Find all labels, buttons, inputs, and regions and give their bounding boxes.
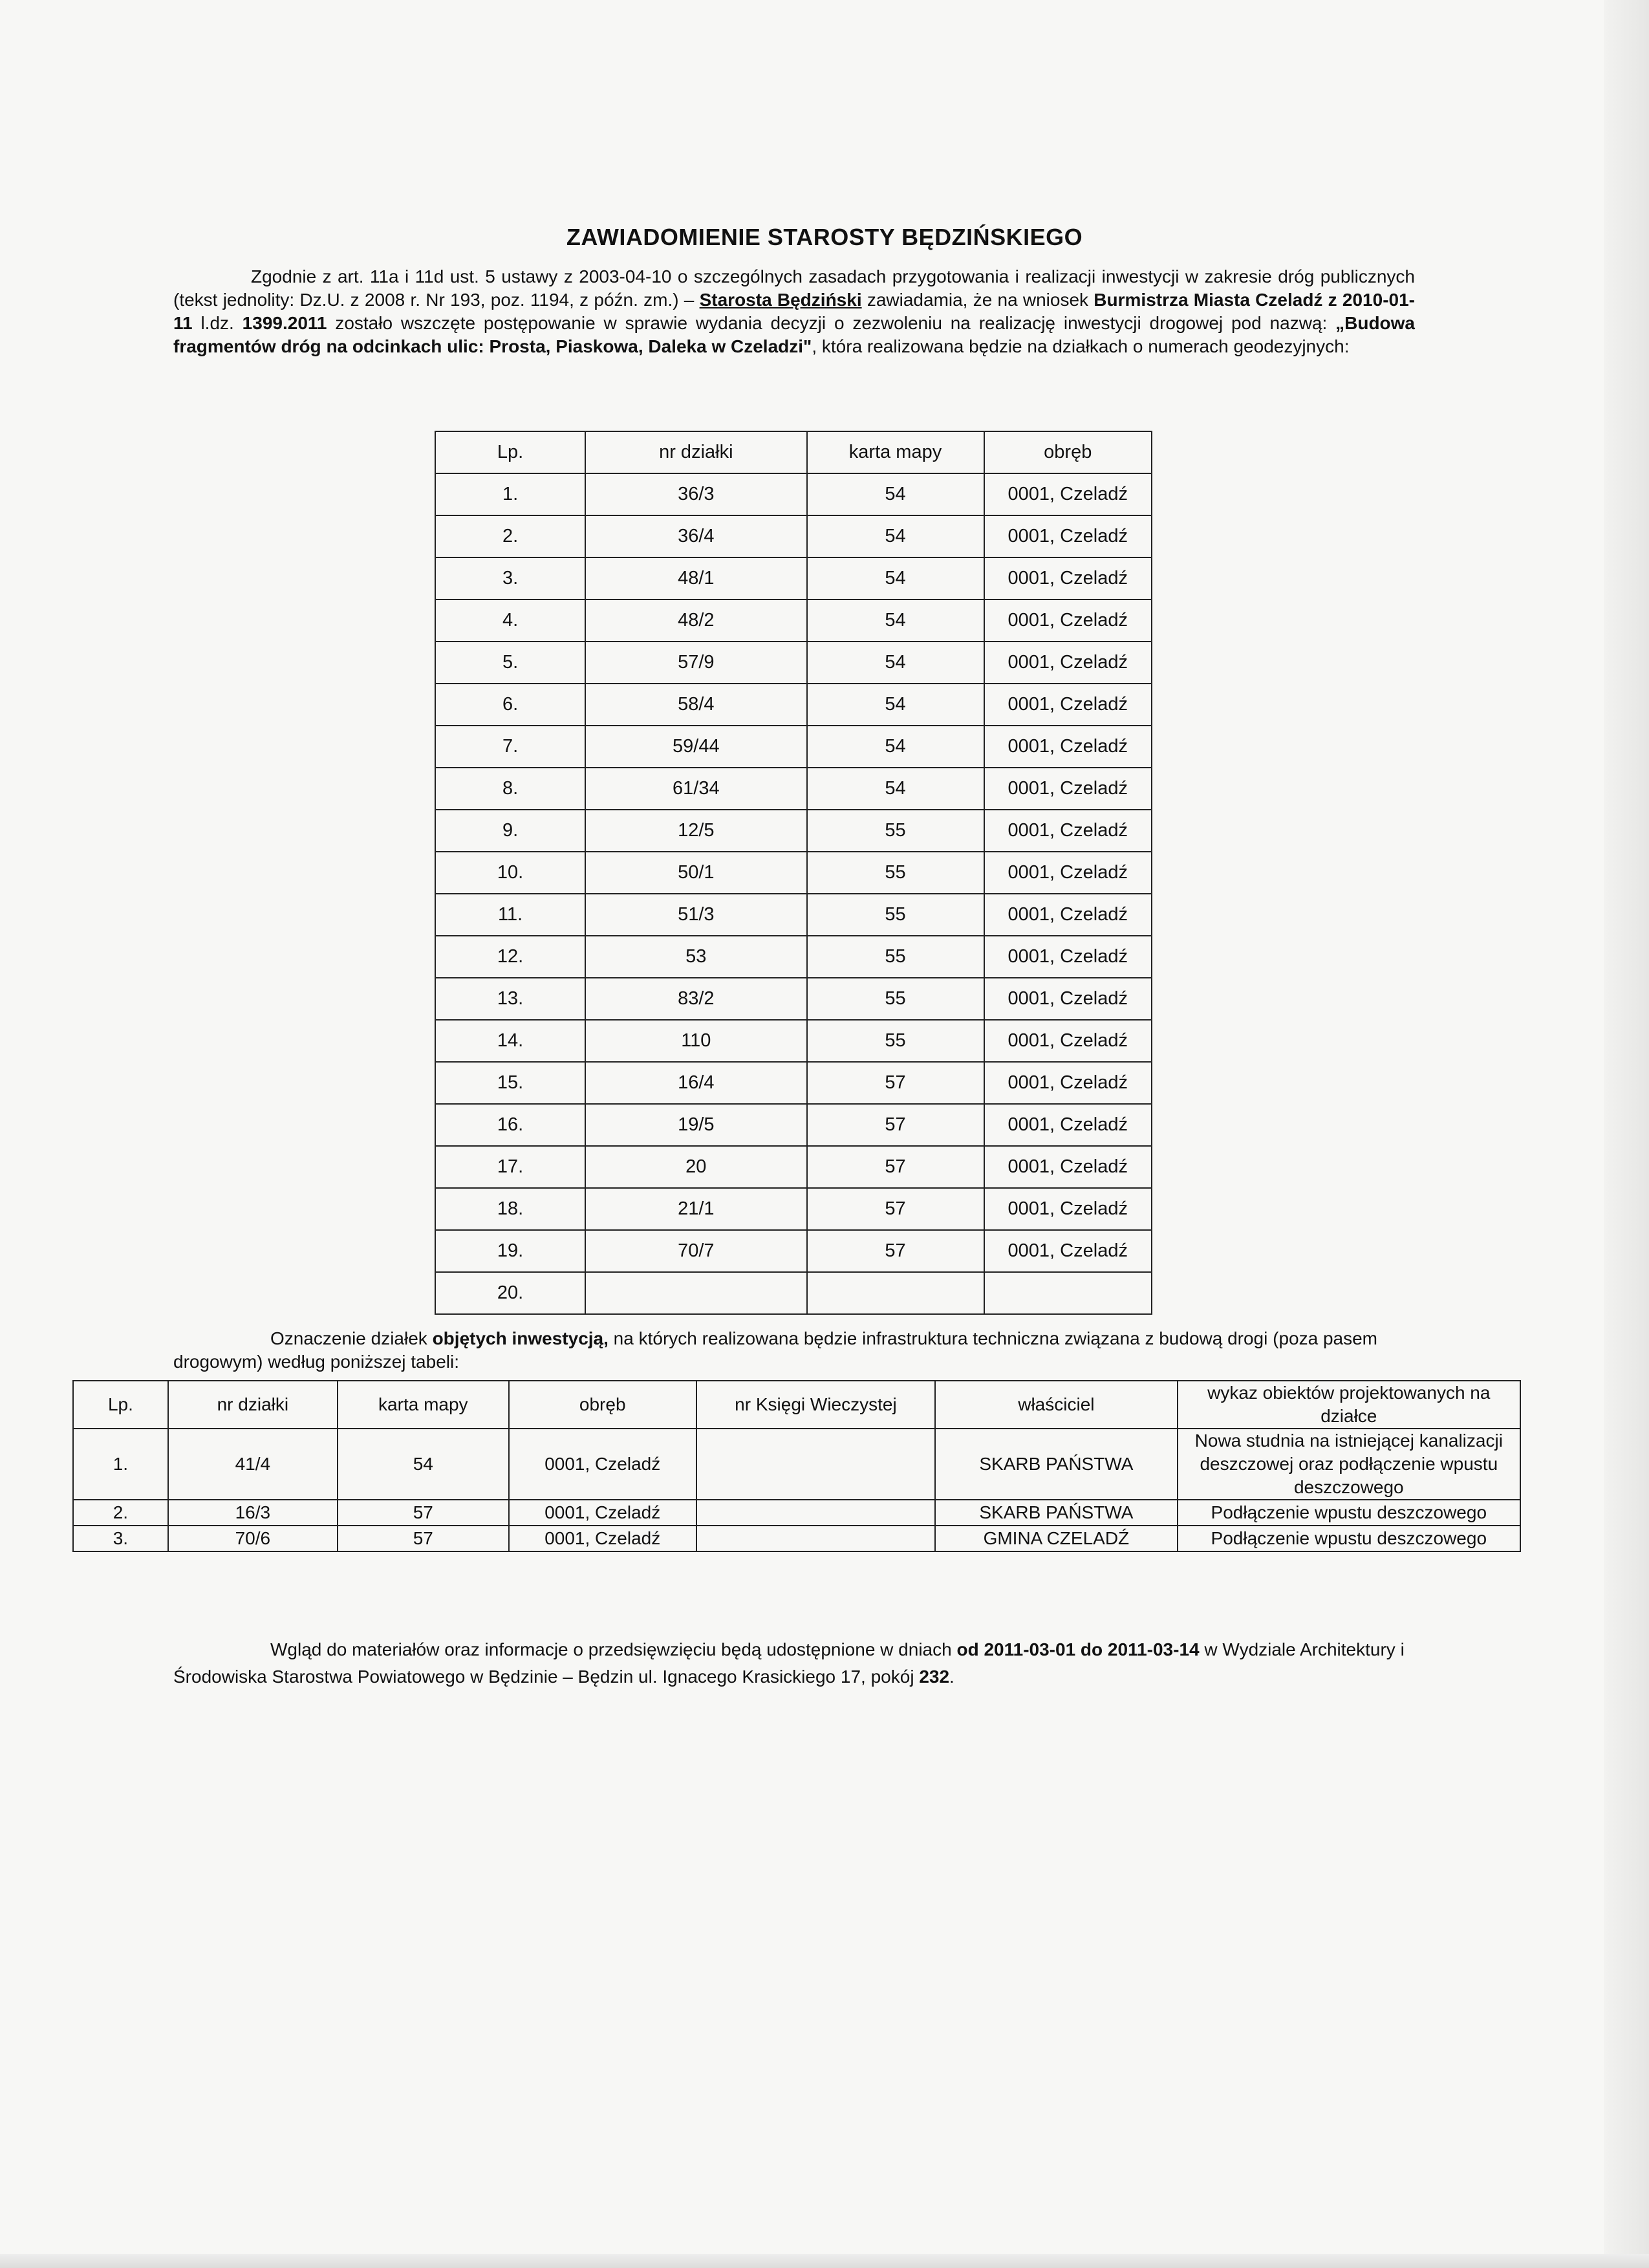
cell-planned-objects: Podłączenie wpustu deszczowego [1178, 1500, 1520, 1526]
cell-map-sheet: 57 [338, 1526, 509, 1551]
cell-lp: 1. [73, 1429, 168, 1500]
header-planned-objects: wykaz obiektów projektowanych na działce [1178, 1381, 1520, 1429]
cell-map-sheet: 55 [807, 810, 984, 852]
header-parcel-number: nr działki [585, 431, 806, 473]
table-row [435, 1188, 1152, 1230]
cell-lp: 20. [435, 1272, 585, 1314]
cell-lp: 2. [73, 1500, 168, 1526]
cell-precinct: 0001, Czeladź [984, 768, 1152, 810]
infrastructure-text [173, 1327, 1415, 1374]
cell-owner: SKARB PAŃSTWA [935, 1500, 1177, 1526]
cell-parcel-number: 16/4 [585, 1062, 806, 1104]
infrastructure-paragraph [173, 1327, 1415, 1374]
cell-precinct: 0001, Czeladź [984, 557, 1152, 599]
cell-precinct: 0001, Czeladź [509, 1526, 696, 1551]
cell-planned-objects: Nowa studnia na istniejącej kanalizacji deszczowej oraz podłączenie wpustu deszczowego [1178, 1429, 1520, 1500]
cell-land-register [696, 1500, 935, 1526]
cell-parcel-number: 16/3 [168, 1500, 338, 1526]
cell-parcel-number: 53 [585, 936, 806, 978]
parcels-table [435, 431, 1152, 1315]
cell-map-sheet: 55 [807, 1020, 984, 1062]
table-row [435, 599, 1152, 642]
cell-parcel-number: 50/1 [585, 852, 806, 894]
table-row [435, 810, 1152, 852]
cell-map-sheet: 55 [807, 978, 984, 1020]
cell-map-sheet: 54 [807, 726, 984, 768]
cell-precinct: 0001, Czeladź [984, 1020, 1152, 1062]
header-map-sheet: karta mapy [338, 1381, 509, 1429]
footer-text [173, 1636, 1415, 1690]
cell-parcel-number [585, 1272, 806, 1314]
cell-parcel-number: 41/4 [168, 1429, 338, 1500]
inspection-dates: od 2011-03-01 do 2011-03-14 [956, 1639, 1200, 1659]
cell-parcel-number: 59/44 [585, 726, 806, 768]
cell-lp: 3. [435, 557, 585, 599]
cell-map-sheet: 54 [807, 599, 984, 642]
table-row [435, 515, 1152, 557]
cell-lp: 15. [435, 1062, 585, 1104]
cell-lp: 5. [435, 642, 585, 684]
cell-precinct: 0001, Czeladź [984, 1104, 1152, 1146]
table-header-row [73, 1381, 1520, 1429]
cell-lp: 16. [435, 1104, 585, 1146]
header-lp: Lp. [435, 431, 585, 473]
cell-parcel-number: 48/1 [585, 557, 806, 599]
cell-parcel-number: 21/1 [585, 1188, 806, 1230]
cell-precinct: 0001, Czeladź [984, 642, 1152, 684]
cell-parcel-number: 83/2 [585, 978, 806, 1020]
scan-edge-shadow [1604, 0, 1649, 2268]
cell-parcel-number: 36/4 [585, 515, 806, 557]
cell-parcel-number: 70/6 [168, 1526, 338, 1551]
footer-part-3: . [949, 1667, 954, 1687]
infrastructure-table [72, 1380, 1521, 1552]
table-row [73, 1500, 1520, 1526]
cell-map-sheet: 55 [807, 894, 984, 936]
cell-map-sheet: 54 [807, 515, 984, 557]
table-row [73, 1429, 1520, 1500]
table-row [435, 473, 1152, 515]
table-row [435, 1020, 1152, 1062]
cell-precinct: 0001, Czeladź [984, 978, 1152, 1020]
table-header-row [435, 431, 1152, 473]
intro-part-5: , która realizowana będzie na działkach o numerach geodezyjnych: [812, 336, 1350, 356]
table-row [435, 684, 1152, 726]
cell-parcel-number: 36/3 [585, 473, 806, 515]
cell-precinct: 0001, Czeladź [984, 726, 1152, 768]
intro-part-2: zawiadamia, że na wniosek [861, 290, 1094, 310]
cell-planned-objects: Podłączenie wpustu deszczowego [1178, 1526, 1520, 1551]
cell-precinct: 0001, Czeladź [509, 1429, 696, 1500]
cell-parcel-number: 19/5 [585, 1104, 806, 1146]
cell-lp: 4. [435, 599, 585, 642]
header-owner: właściciel [935, 1381, 1177, 1429]
cell-map-sheet: 55 [807, 936, 984, 978]
cell-precinct: 0001, Czeladź [984, 1146, 1152, 1188]
table-row [435, 1272, 1152, 1314]
room-number: 232 [919, 1667, 950, 1687]
cell-parcel-number: 70/7 [585, 1230, 806, 1272]
table-row [73, 1526, 1520, 1551]
intro-part-1: Zgodnie z art. 11a i 11d ust. 5 ustawy z 2003-04-10 o szczególnych zasadach przygotowania i realizacji inwestycji w zakresie dróg publicznych (tekst jednolity: Dz.U. z 2008 r. Nr 193, poz. 1194, z późn. zm.) – [173, 266, 1415, 310]
cell-land-register [696, 1429, 935, 1500]
reference-number: 1399.2011 [242, 313, 327, 333]
cell-parcel-number: 57/9 [585, 642, 806, 684]
cell-map-sheet: 57 [807, 1188, 984, 1230]
cell-parcel-number: 20 [585, 1146, 806, 1188]
cell-lp: 18. [435, 1188, 585, 1230]
cell-map-sheet: 54 [807, 642, 984, 684]
cell-lp: 17. [435, 1146, 585, 1188]
cell-lp: 11. [435, 894, 585, 936]
cell-lp: 12. [435, 936, 585, 978]
investment-name: „Budowa fragmentów dróg na odcinkach ulic: Prosta, Piaskowa, Daleka w Czeladzi" [173, 313, 1416, 356]
cell-precinct: 0001, Czeladź [984, 894, 1152, 936]
table-row [435, 978, 1152, 1020]
table-row [435, 852, 1152, 894]
cell-lp: 7. [435, 726, 585, 768]
cell-parcel-number: 51/3 [585, 894, 806, 936]
table-row [435, 1146, 1152, 1188]
cell-owner: SKARB PAŃSTWA [935, 1429, 1177, 1500]
cell-lp: 1. [435, 473, 585, 515]
cell-precinct: 0001, Czeladź [509, 1500, 696, 1526]
applicant-name: Burmistrza Miasta Czeladź z 2010-01-11 [173, 290, 1415, 333]
cell-map-sheet: 54 [807, 684, 984, 726]
mid-part-2: na których realizowana będzie infrastruktura techniczna związana z budową drogi (poza pasem drogowym) według poniższej tabeli: [173, 1328, 1377, 1372]
intro-text [173, 265, 1415, 358]
scan-bottom-edge [0, 2254, 1649, 2268]
cell-land-register [696, 1526, 935, 1551]
cell-map-sheet: 54 [807, 557, 984, 599]
table-row [435, 726, 1152, 768]
cell-lp: 8. [435, 768, 585, 810]
header-precinct: obręb [984, 431, 1152, 473]
footer-part-1: Wgląd do materiałów oraz informacje o przedsięwzięciu będą udostępnione w dniach [270, 1639, 957, 1659]
cell-lp: 10. [435, 852, 585, 894]
table-row [435, 936, 1152, 978]
infrastructure-table-body [73, 1429, 1520, 1551]
mid-bold: objętych inwestycją, [432, 1328, 609, 1348]
header-land-register: nr Księgi Wieczystej [696, 1381, 935, 1429]
cell-lp: 14. [435, 1020, 585, 1062]
cell-map-sheet: 57 [807, 1062, 984, 1104]
table-row [435, 768, 1152, 810]
cell-precinct: 0001, Czeladź [984, 515, 1152, 557]
cell-precinct: 0001, Czeladź [984, 810, 1152, 852]
intro-paragraph [173, 265, 1415, 358]
header-precinct: obręb [509, 1381, 696, 1429]
cell-precinct: 0001, Czeladź [984, 1188, 1152, 1230]
footer-paragraph [173, 1636, 1415, 1690]
table-row [435, 557, 1152, 599]
cell-parcel-number: 110 [585, 1020, 806, 1062]
cell-precinct: 0001, Czeladź [984, 1062, 1152, 1104]
cell-lp: 6. [435, 684, 585, 726]
table-row [435, 642, 1152, 684]
cell-precinct [984, 1272, 1152, 1314]
parcels-table-body [435, 473, 1152, 1314]
header-map-sheet: karta mapy [807, 431, 984, 473]
intro-part-4: zostało wszczęte postępowanie w sprawie wydania decyzji o zezwoleniu na realizację inwestycji drogowej pod nazwą: [327, 313, 1336, 333]
mid-part-1: Oznaczenie działek [270, 1328, 433, 1348]
cell-lp: 13. [435, 978, 585, 1020]
cell-map-sheet: 57 [338, 1500, 509, 1526]
cell-parcel-number: 61/34 [585, 768, 806, 810]
cell-precinct: 0001, Czeladź [984, 599, 1152, 642]
table-row [435, 1062, 1152, 1104]
table-row [435, 894, 1152, 936]
cell-precinct: 0001, Czeladź [984, 684, 1152, 726]
document-title: ZAWIADOMIENIE STAROSTY BĘDZIŃSKIEGO [566, 224, 1083, 250]
table-row [435, 1230, 1152, 1272]
cell-map-sheet: 54 [807, 473, 984, 515]
cell-lp: 9. [435, 810, 585, 852]
table-row [435, 1104, 1152, 1146]
header-lp: Lp. [73, 1381, 168, 1429]
cell-map-sheet: 57 [807, 1146, 984, 1188]
intro-part-3: l.dz. [192, 313, 242, 333]
cell-lp: 3. [73, 1526, 168, 1551]
cell-parcel-number: 58/4 [585, 684, 806, 726]
cell-map-sheet: 57 [807, 1104, 984, 1146]
cell-owner: GMINA CZELADŹ [935, 1526, 1177, 1551]
cell-map-sheet: 54 [807, 768, 984, 810]
cell-lp: 2. [435, 515, 585, 557]
starosta-name: Starosta Będziński [699, 290, 862, 310]
cell-map-sheet: 54 [338, 1429, 509, 1500]
cell-parcel-number: 48/2 [585, 599, 806, 642]
cell-precinct: 0001, Czeladź [984, 473, 1152, 515]
header-parcel-number: nr działki [168, 1381, 338, 1429]
cell-map-sheet [807, 1272, 984, 1314]
cell-map-sheet: 57 [807, 1230, 984, 1272]
cell-parcel-number: 12/5 [585, 810, 806, 852]
cell-precinct: 0001, Czeladź [984, 852, 1152, 894]
cell-lp: 19. [435, 1230, 585, 1272]
cell-map-sheet: 55 [807, 852, 984, 894]
cell-precinct: 0001, Czeladź [984, 1230, 1152, 1272]
cell-precinct: 0001, Czeladź [984, 936, 1152, 978]
footer-part-2: w Wydziale Architektury i Środowiska Starostwa Powiatowego w Będzinie – Będzin ul. Ignacego Krasickiego 17, pokój [173, 1639, 1405, 1687]
